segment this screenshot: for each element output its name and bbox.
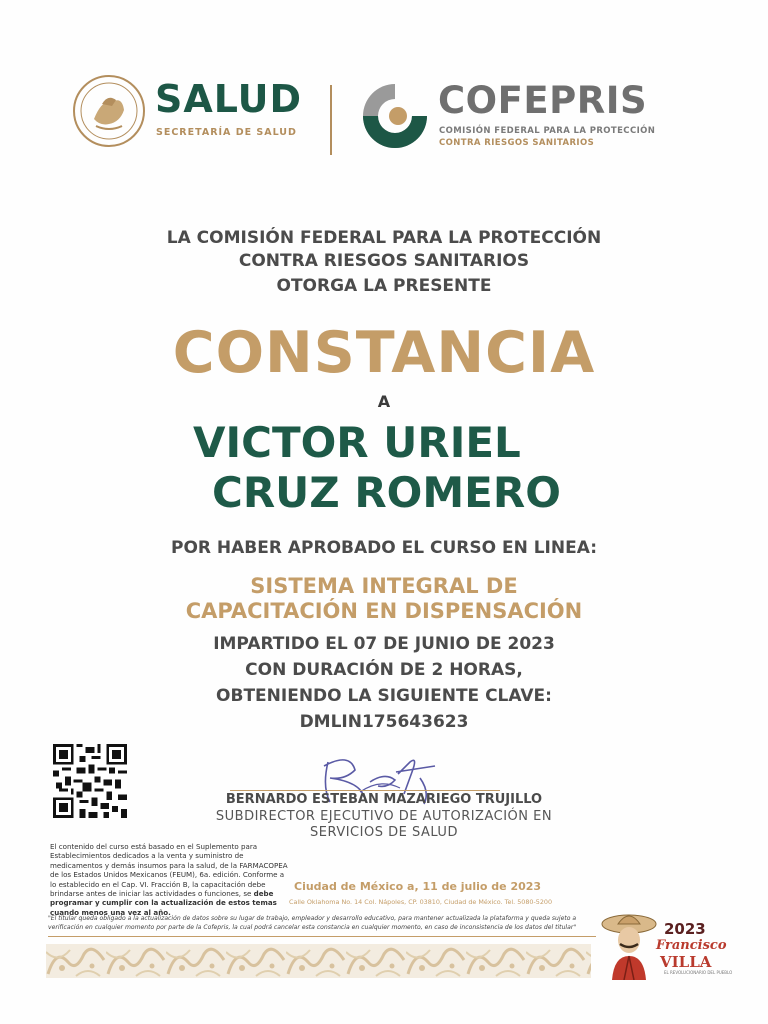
cofepris-subtitle-2: CONTRA RIESGOS SANITARIOS bbox=[439, 138, 595, 148]
cofepris-logo-text: COFEPRIS bbox=[438, 79, 648, 122]
footnote-line-2: verificación en cualquier momento por parte de la Cofepris, la cual podrá cancelar esta constancia en cualquier momento, en caso de inconsistencia de los datos del titular" bbox=[48, 924, 577, 931]
recipient-preposition: A bbox=[377, 392, 391, 411]
recipient-name-line-2: CRUZ ROMERO bbox=[212, 468, 561, 517]
francisco-villa-portrait-icon bbox=[600, 910, 658, 980]
salud-logo-text: SALUD bbox=[155, 77, 303, 121]
villa-tagline: EL REVOLUCIONARIO DEL PUEBLO bbox=[664, 970, 733, 975]
signer-name: BERNARDO ESTEBAN MAZARIEGO TRUJILLO bbox=[225, 792, 543, 807]
signature-line bbox=[230, 790, 500, 791]
header-divider bbox=[330, 85, 332, 155]
approval-statement: POR HABER APROBADO EL CURSO EN LINEA: bbox=[170, 538, 597, 558]
salud-subtitle: SECRETARÍA DE SALUD bbox=[156, 127, 297, 138]
recipient-name-line-1: VICTOR URIEL bbox=[193, 418, 521, 467]
footnote-divider bbox=[48, 936, 596, 937]
intro-line-3: OTORGA LA PRESENTE bbox=[276, 276, 492, 296]
certificate-code: DMLIN175643623 bbox=[299, 712, 469, 732]
villa-name-last: VILLA bbox=[660, 953, 712, 971]
legal-paragraph bbox=[50, 842, 290, 917]
villa-name-first: Francisco bbox=[656, 938, 727, 953]
cofepris-subtitle-1: COMISIÓN FEDERAL PARA LA PROTECCIÓN bbox=[439, 126, 656, 136]
signer-role-line-2: SERVICIOS DE SALUD bbox=[310, 825, 458, 840]
mexico-seal-icon bbox=[72, 74, 146, 148]
course-duration: CON DURACIÓN DE 2 HORAS, bbox=[245, 660, 523, 680]
code-label: OBTENIENDO LA SIGUIENTE CLAVE: bbox=[216, 686, 552, 706]
intro-line-2: CONTRA RIESGOS SANITARIOS bbox=[238, 251, 530, 271]
course-name-line-2: CAPACITACIÓN EN DISPENSACIÓN bbox=[185, 599, 583, 623]
intro-line-1: LA COMISIÓN FEDERAL PARA LA PROTECCIÓN bbox=[166, 228, 602, 248]
office-address: Calle Oklahoma No. 14 Col. Nápoles, CP. 03810, Ciudad de México. Tel. 5080-5200 bbox=[289, 898, 553, 906]
decorative-pattern-band bbox=[46, 944, 591, 978]
footnote-line-1: "El titular queda obligado a la actualización de datos sobre su lugar de trabajo, empleador y desarrollo educativo, para mantener actualizada la plataforma y queda sujeto a bbox=[48, 915, 577, 922]
cofepris-logo-icon bbox=[360, 80, 430, 152]
issue-date: Ciudad de México a, 11 de julio de 2023 bbox=[294, 880, 542, 893]
villa-year: 2023 bbox=[664, 920, 706, 938]
certificate-title: CONSTANCIA bbox=[172, 320, 596, 386]
course-name-line-1: SISTEMA INTEGRAL DE bbox=[250, 574, 518, 598]
legal-bold-text: debe programar y cumplir con la actualización de estos temas cuando menos una vez al año. bbox=[50, 889, 277, 917]
legal-text: El contenido del curso está basado en el Suplemento para Establecimientos dedicados a la venta y suministro de medicamentos y demás insumos para la salud, de la FARMACOPEA de los Estados Unidos Mexicanos (FEUM), 6a. edición. Conforme a lo establecido en el Cap. VI. Fracción B, la capacitación debe brindarse antes de iniciar las actividades o funciones, se bbox=[50, 842, 288, 899]
signer-role-line-1: SUBDIRECTOR EJECUTIVO DE AUTORIZACIÓN EN bbox=[215, 809, 553, 824]
course-date: IMPARTIDO EL 07 DE JUNIO DE 2023 bbox=[213, 634, 555, 654]
